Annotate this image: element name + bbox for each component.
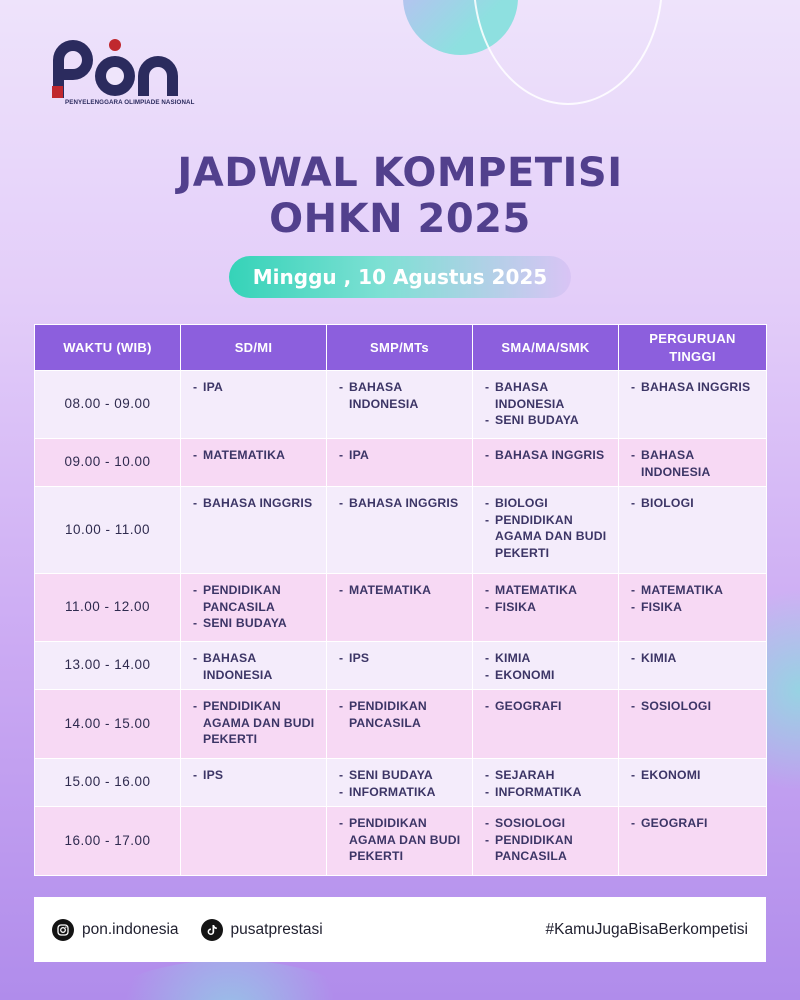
date-badge: Minggu , 10 Agustus 2025 bbox=[229, 256, 571, 298]
subject-item bbox=[485, 784, 610, 801]
table-row bbox=[35, 690, 767, 759]
subject-cell-sd bbox=[181, 642, 327, 690]
footer-bar bbox=[34, 897, 766, 962]
subject-name: BAHASA INGGRIS bbox=[641, 380, 751, 394]
table-header-row bbox=[35, 325, 767, 371]
subject-name: SOSIOLOGI bbox=[495, 816, 566, 830]
subject-name: FISIKA bbox=[495, 599, 537, 614]
subject-item bbox=[485, 412, 610, 429]
subject-cell-pt bbox=[619, 759, 767, 807]
bullet-dash: - bbox=[485, 512, 490, 527]
subject-item bbox=[339, 379, 464, 412]
table-row bbox=[35, 807, 767, 876]
table-row bbox=[35, 759, 767, 807]
subject-item bbox=[631, 379, 758, 396]
bullet-dash: - bbox=[485, 699, 490, 713]
bullet-dash: - bbox=[631, 448, 636, 462]
subject-item bbox=[193, 447, 318, 464]
subject-name: IPA bbox=[203, 380, 224, 394]
bullet-dash: - bbox=[485, 583, 490, 597]
bullet-dash: - bbox=[485, 768, 490, 782]
subject-cell-sd bbox=[181, 759, 327, 807]
subject-name: PENDIDIKAN AGAMA DAN BUDI PEKERTI bbox=[349, 816, 461, 863]
subject-cell-sd bbox=[181, 371, 327, 439]
bullet-dash: - bbox=[631, 380, 636, 394]
subject-item bbox=[631, 495, 758, 512]
table-body bbox=[35, 371, 767, 876]
bullet-dash: - bbox=[339, 784, 344, 799]
subject-item bbox=[339, 815, 464, 865]
subject-cell-sma bbox=[473, 807, 619, 876]
subject-name: GEOGRAFI bbox=[641, 816, 708, 830]
logo-subtitle: PENYELENGGARA OLIMPIADE NASIONAL bbox=[65, 99, 195, 106]
time-cell: 13.00 - 14.00 bbox=[35, 642, 181, 690]
subject-cell-smp bbox=[327, 487, 473, 574]
decorative-ring bbox=[473, 0, 663, 105]
page-title-line-2: OHKN 2025 bbox=[269, 196, 531, 242]
bullet-dash: - bbox=[339, 651, 344, 665]
bullet-dash: - bbox=[631, 816, 636, 830]
pon-logo-mark bbox=[52, 36, 182, 98]
bullet-dash: - bbox=[485, 832, 490, 847]
bullet-dash: - bbox=[193, 651, 198, 665]
subject-cell-smp bbox=[327, 690, 473, 759]
bullet-dash: - bbox=[339, 768, 344, 782]
tiktok-icon bbox=[201, 919, 223, 941]
subject-cell-sma bbox=[473, 759, 619, 807]
bullet-dash: - bbox=[631, 583, 636, 597]
subject-name: SOSIOLOGI bbox=[641, 699, 712, 713]
table-row bbox=[35, 439, 767, 487]
subject-cell-pt bbox=[619, 439, 767, 487]
subject-item bbox=[193, 582, 318, 615]
bullet-dash: - bbox=[485, 651, 490, 665]
bullet-dash: - bbox=[631, 699, 636, 713]
subject-cell-sd bbox=[181, 487, 327, 574]
subject-name: BAHASA INDONESIA bbox=[641, 448, 711, 479]
bullet-dash: - bbox=[631, 496, 636, 510]
subject-item bbox=[631, 815, 758, 832]
subject-item bbox=[193, 698, 318, 748]
tiktok-link[interactable] bbox=[201, 919, 323, 941]
bullet-dash: - bbox=[193, 699, 198, 713]
subject-name: EKONOMI bbox=[641, 768, 701, 782]
subject-cell-sd bbox=[181, 574, 327, 642]
subject-name: MATEMATIKA bbox=[495, 583, 578, 597]
subject-item bbox=[631, 582, 758, 599]
instagram-link[interactable] bbox=[52, 919, 179, 941]
subject-cell-smp bbox=[327, 439, 473, 487]
bullet-dash: - bbox=[193, 768, 198, 782]
subject-cell-pt bbox=[619, 642, 767, 690]
page-title-line-1: JADWAL KOMPETISI bbox=[177, 150, 623, 196]
pon-logo bbox=[52, 36, 195, 112]
subject-item bbox=[631, 599, 758, 616]
subject-cell-pt bbox=[619, 371, 767, 439]
bullet-dash: - bbox=[631, 651, 636, 665]
subject-item bbox=[485, 379, 610, 412]
subject-name: BAHASA INGGRIS bbox=[203, 496, 313, 510]
bullet-dash: - bbox=[339, 448, 344, 462]
bullet-dash: - bbox=[631, 599, 636, 614]
subject-cell-smp bbox=[327, 642, 473, 690]
tiktok-handle: pusatprestasi bbox=[230, 920, 323, 938]
time-cell: 14.00 - 15.00 bbox=[35, 690, 181, 759]
bullet-dash: - bbox=[193, 583, 198, 597]
subject-item bbox=[339, 447, 464, 464]
header-sd: SD/MI bbox=[181, 325, 327, 371]
table-row bbox=[35, 487, 767, 574]
bullet-dash: - bbox=[485, 667, 490, 682]
bullet-dash: - bbox=[485, 599, 490, 614]
decorative-glow-bottom bbox=[90, 960, 370, 1000]
subject-name: MATEMATIKA bbox=[349, 583, 432, 597]
subject-item bbox=[485, 832, 610, 865]
subject-name: BIOLOGI bbox=[641, 496, 694, 510]
subject-item bbox=[485, 447, 610, 464]
subject-cell-smp bbox=[327, 807, 473, 876]
time-cell: 15.00 - 16.00 bbox=[35, 759, 181, 807]
subject-item bbox=[193, 650, 318, 683]
subject-cell-sma bbox=[473, 642, 619, 690]
subject-name: KIMIA bbox=[641, 651, 677, 665]
bullet-dash: - bbox=[193, 496, 198, 510]
header-sma: SMA/MA/SMK bbox=[473, 325, 619, 371]
table-row bbox=[35, 371, 767, 439]
subject-cell-smp bbox=[327, 574, 473, 642]
subject-name: BAHASA INDONESIA bbox=[203, 651, 273, 682]
subject-item bbox=[485, 698, 610, 715]
subject-name: PENDIDIKAN PANCASILA bbox=[203, 583, 281, 614]
subject-item bbox=[339, 650, 464, 667]
subject-item bbox=[485, 650, 610, 667]
time-cell: 10.00 - 11.00 bbox=[35, 487, 181, 574]
bullet-dash: - bbox=[485, 496, 490, 510]
time-cell: 11.00 - 12.00 bbox=[35, 574, 181, 642]
instagram-handle: pon.indonesia bbox=[82, 920, 179, 938]
time-cell: 08.00 - 09.00 bbox=[35, 371, 181, 439]
subject-name: MATEMATIKA bbox=[641, 583, 724, 597]
time-cell: 16.00 - 17.00 bbox=[35, 807, 181, 876]
subject-name: INFORMATIKA bbox=[495, 784, 582, 799]
bullet-dash: - bbox=[485, 413, 490, 427]
bullet-dash: - bbox=[193, 616, 198, 630]
subject-item bbox=[193, 767, 318, 784]
subject-name: IPS bbox=[203, 768, 224, 782]
subject-item bbox=[485, 582, 610, 599]
subject-cell-sma bbox=[473, 487, 619, 574]
time-cell: 09.00 - 10.00 bbox=[35, 439, 181, 487]
subject-cell-sma bbox=[473, 371, 619, 439]
subject-name: IPA bbox=[349, 448, 370, 462]
subject-cell-sma bbox=[473, 439, 619, 487]
subject-name: BAHASA INDONESIA bbox=[349, 380, 419, 411]
bullet-dash: - bbox=[193, 380, 198, 394]
table-row bbox=[35, 642, 767, 690]
subject-name: KIMIA bbox=[495, 651, 531, 665]
subject-item bbox=[193, 495, 318, 512]
subject-item bbox=[631, 650, 758, 667]
bullet-dash: - bbox=[339, 699, 344, 713]
subject-name: PENDIDIKAN PANCASILA bbox=[349, 699, 427, 730]
header-pt bbox=[619, 325, 767, 371]
bullet-dash: - bbox=[631, 768, 636, 782]
subject-name: BIOLOGI bbox=[495, 496, 548, 510]
subject-item bbox=[339, 698, 464, 731]
subject-name: GEOGRAFI bbox=[495, 699, 562, 713]
subject-name: SENI BUDAYA bbox=[495, 413, 579, 427]
table-row bbox=[35, 574, 767, 642]
subject-name: EKONOMI bbox=[495, 667, 555, 682]
bullet-dash: - bbox=[339, 380, 344, 394]
subject-name: SEJARAH bbox=[495, 768, 555, 782]
subject-item bbox=[631, 767, 758, 784]
instagram-icon bbox=[52, 919, 74, 941]
subject-item bbox=[339, 582, 464, 599]
subject-item bbox=[485, 599, 610, 616]
bullet-dash: - bbox=[339, 583, 344, 597]
subject-cell-pt bbox=[619, 807, 767, 876]
subject-name: BAHASA INGGRIS bbox=[495, 448, 605, 462]
subject-item bbox=[485, 767, 610, 784]
subject-item bbox=[339, 767, 464, 784]
subject-item bbox=[485, 512, 610, 562]
subject-name: PENDIDIKAN AGAMA DAN BUDI PEKERTI bbox=[203, 699, 315, 746]
subject-name: IPS bbox=[349, 651, 370, 665]
subject-item bbox=[485, 815, 610, 832]
subject-cell-smp bbox=[327, 759, 473, 807]
subject-name: BAHASA INGGRIS bbox=[349, 496, 459, 510]
subject-name: PENDIDIKAN AGAMA DAN BUDI PEKERTI bbox=[495, 512, 607, 560]
header-pt-label: PERGURUAN TINGGI bbox=[649, 330, 736, 364]
subject-cell-pt bbox=[619, 690, 767, 759]
subject-name: BAHASA INDONESIA bbox=[495, 380, 565, 411]
subject-name: INFORMATIKA bbox=[349, 784, 436, 799]
bullet-dash: - bbox=[193, 448, 198, 462]
subject-cell-sma bbox=[473, 690, 619, 759]
bullet-dash: - bbox=[485, 448, 490, 462]
subject-cell-sd bbox=[181, 439, 327, 487]
bullet-dash: - bbox=[339, 816, 344, 830]
subject-name: PENDIDIKAN PANCASILA bbox=[495, 832, 573, 863]
header-time: WAKTU (WIB) bbox=[35, 325, 181, 371]
subject-item bbox=[339, 784, 464, 801]
campaign-hashtag: #KamuJugaBisaBerkompetisi bbox=[545, 920, 748, 938]
subject-item bbox=[631, 698, 758, 715]
subject-item bbox=[631, 447, 758, 480]
schedule-table bbox=[34, 324, 767, 876]
subject-name: SENI BUDAYA bbox=[349, 768, 433, 782]
subject-name: MATEMATIKA bbox=[203, 448, 286, 462]
bullet-dash: - bbox=[485, 816, 490, 830]
subject-name: FISIKA bbox=[641, 599, 683, 614]
subject-item bbox=[339, 495, 464, 512]
subject-item bbox=[193, 379, 318, 396]
subject-cell-sd bbox=[181, 690, 327, 759]
subject-cell-smp bbox=[327, 371, 473, 439]
subject-name: SENI BUDAYA bbox=[203, 616, 287, 630]
subject-item bbox=[193, 615, 318, 632]
bullet-dash: - bbox=[339, 496, 344, 510]
subject-cell-sd bbox=[181, 807, 327, 876]
bullet-dash: - bbox=[485, 380, 490, 394]
subject-cell-pt bbox=[619, 487, 767, 574]
subject-item bbox=[485, 667, 610, 684]
subject-item bbox=[485, 495, 610, 512]
subject-cell-pt bbox=[619, 574, 767, 642]
bullet-dash: - bbox=[485, 784, 490, 799]
header-smp: SMP/MTs bbox=[327, 325, 473, 371]
subject-cell-sma bbox=[473, 574, 619, 642]
